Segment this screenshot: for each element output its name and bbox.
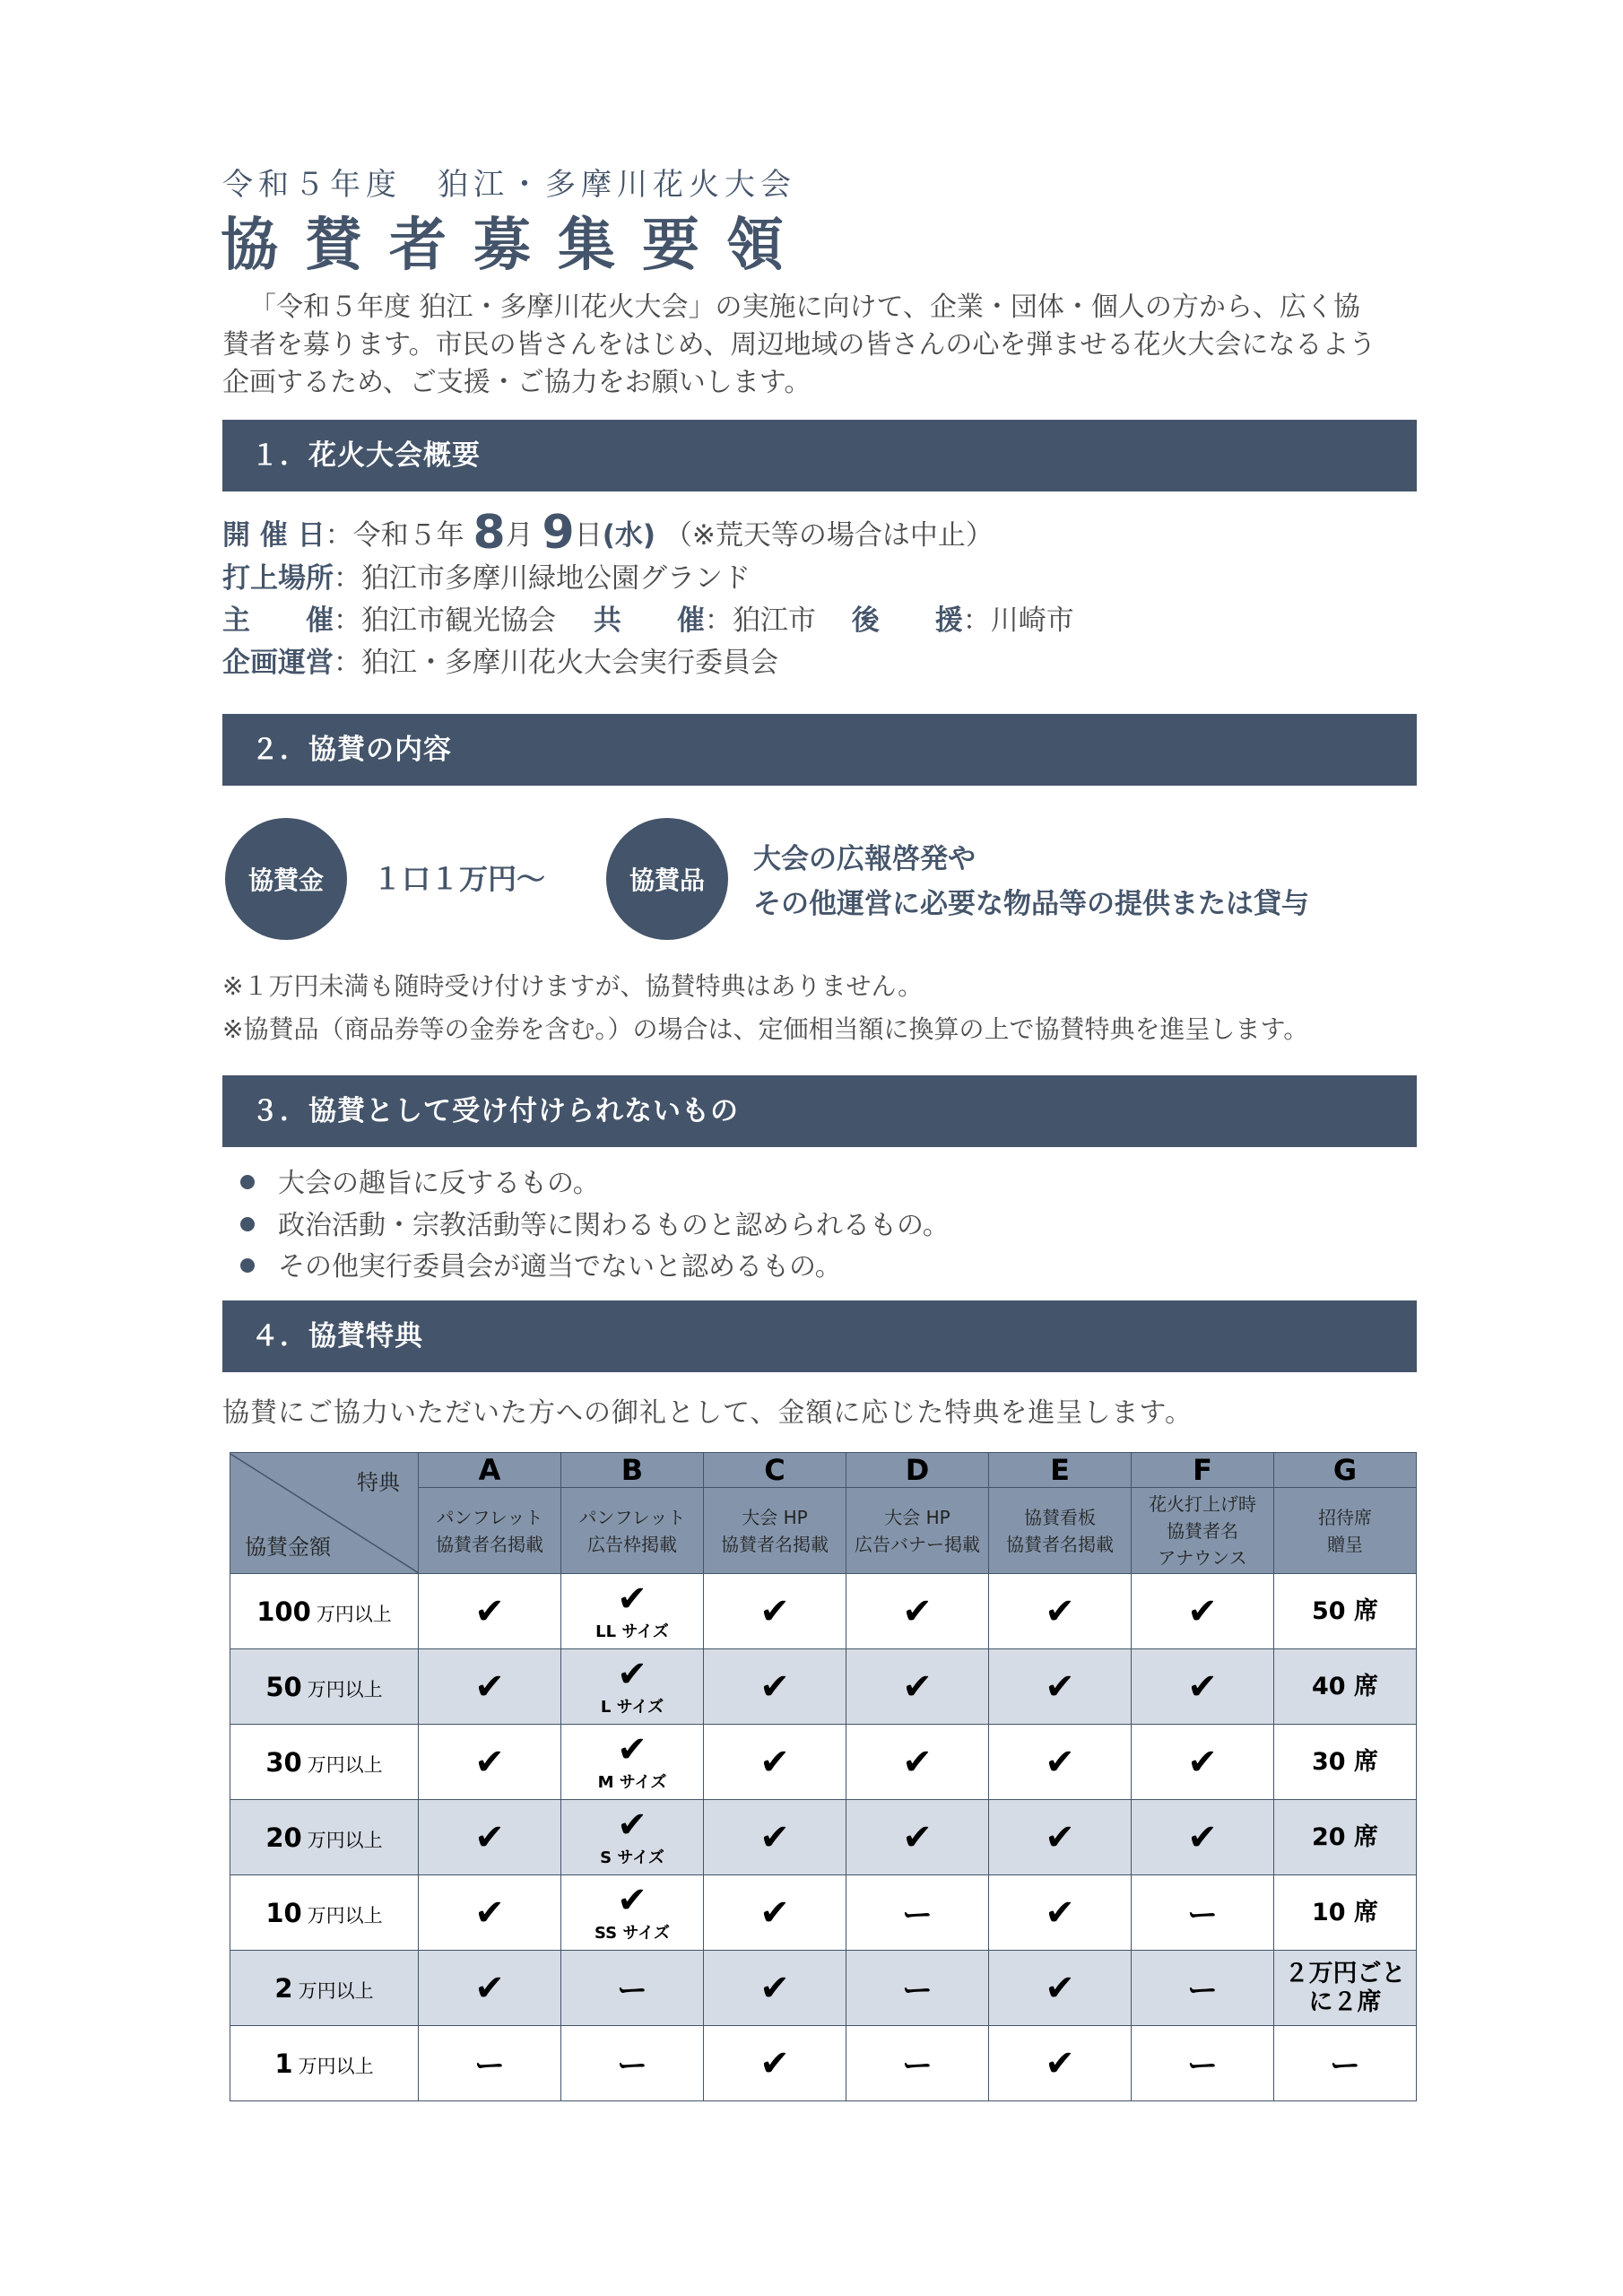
- benefit-cell-b: [561, 2026, 704, 2101]
- goods-line: その他運営に必要な物品等の提供または貸与: [753, 888, 1309, 920]
- amount-value: [256, 1596, 392, 1627]
- date-weekday: (水): [602, 519, 656, 552]
- benefit-cell-g: [1274, 2026, 1417, 2101]
- check-icon: ✔: [759, 1816, 790, 1858]
- host-value: ：狛江市観光協会: [334, 604, 556, 637]
- benefit-cell-e: [989, 1800, 1132, 1875]
- intro-line: 賛者を募ります。市民の皆さんをはじめ、周辺地域の皆さんの心を弾ませる花火大会になるよう: [222, 329, 1376, 361]
- amount-unit: 万円以上: [307, 1678, 383, 1700]
- ad-size-label: LL サイズ: [595, 1622, 669, 1641]
- column-description-line: 招待席: [1318, 1506, 1372, 1528]
- benefit-cell-f: [1132, 1649, 1274, 1725]
- benefit-cell-c: [704, 1951, 846, 2026]
- check-icon: ✔: [474, 1892, 505, 1934]
- amount-cell: [230, 1951, 419, 2026]
- organizer-label: 企画運営: [222, 647, 334, 679]
- organizer-value: ：狛江・多摩川花火大会実行委員会: [334, 647, 778, 679]
- check-icon: ✔: [902, 1590, 933, 1632]
- benefit-cell-a: [419, 2026, 561, 2101]
- benefit-cell-f: [1132, 1574, 1274, 1649]
- column-description: [419, 1488, 561, 1574]
- dash-icon: ー: [902, 1898, 933, 1934]
- ad-size-label: SS サイズ: [595, 1923, 670, 1943]
- seat-count: 10 席: [1312, 1898, 1378, 1926]
- amount-cell: [230, 2026, 419, 2101]
- amount-value: [274, 1973, 373, 2004]
- benefit-cell-e: [989, 1951, 1132, 2026]
- bullet-dot-icon: [240, 1217, 255, 1231]
- column-description-line: 広告バナー掲載: [855, 1533, 980, 1555]
- host-label: 主 催: [222, 604, 334, 637]
- check-icon: ✔: [1045, 1590, 1075, 1632]
- section-heading-benefits: ４．協賛特典: [222, 1300, 1417, 1372]
- column-description-line: 協賛者名掲載: [436, 1533, 543, 1555]
- amount-unit: 万円以上: [307, 1753, 383, 1776]
- check-icon: ✔: [902, 1816, 933, 1858]
- ad-size-label: S サイズ: [600, 1848, 664, 1867]
- check-icon: ✔: [759, 2042, 790, 2084]
- benefit-cell-g: [1274, 1649, 1417, 1725]
- check-icon: ✔: [902, 1665, 933, 1708]
- seat-count: 30 席: [1312, 1747, 1378, 1776]
- amount-value: [265, 1822, 382, 1853]
- benefit-cell-d: [846, 1800, 989, 1875]
- table-row: [230, 1725, 1417, 1800]
- cohost-value: ：狛江市: [704, 604, 816, 637]
- table-corner-cell: [230, 1453, 419, 1574]
- amount-number: 100: [256, 1596, 311, 1627]
- date-prefix: ：令和５年: [325, 519, 464, 552]
- benefit-cell-f: [1132, 1875, 1274, 1951]
- benefit-cell-c: [704, 1875, 846, 1951]
- dash-icon: ー: [617, 1973, 647, 2009]
- column-description-line: 協賛者名掲載: [1006, 1533, 1114, 1555]
- amount-unit: 万円以上: [316, 1603, 392, 1625]
- dash-icon: ー: [1187, 1973, 1218, 2009]
- benefit-cell-c: [704, 1574, 846, 1649]
- check-icon: ✔: [617, 1879, 647, 1921]
- amount-unit: 万円以上: [307, 1904, 383, 1926]
- section-heading-sponsorship: ２．協賛の内容: [222, 714, 1417, 786]
- date-label: 開 催 日: [222, 519, 325, 552]
- benefit-cell-e: [989, 2026, 1132, 2101]
- table-row: [230, 1875, 1417, 1951]
- column-letter-c: C: [704, 1453, 846, 1488]
- check-icon: ✔: [1187, 1816, 1218, 1858]
- check-icon: ✔: [759, 1665, 790, 1708]
- column-letter-d: D: [846, 1453, 989, 1488]
- benefit-cell-b: [561, 1800, 704, 1875]
- check-icon: ✔: [617, 1804, 647, 1846]
- section-heading-rejections: ３．協賛として受け付けられないもの: [222, 1075, 1417, 1147]
- benefit-cell-g: [1274, 1725, 1417, 1800]
- amount-value: [265, 1747, 382, 1778]
- amount-value: [274, 2048, 373, 2079]
- dash-icon: ー: [617, 2048, 647, 2084]
- benefit-cell-f: [1132, 1800, 1274, 1875]
- seat-count: 50 席: [1312, 1596, 1378, 1625]
- section-heading-overview: １．花火大会概要: [222, 420, 1417, 491]
- amount-unit: 万円以上: [298, 2055, 374, 2077]
- check-icon: ✔: [617, 1578, 647, 1620]
- overview-place-row: [222, 558, 751, 599]
- seat-count: 40 席: [1312, 1672, 1378, 1700]
- check-icon: ✔: [902, 1741, 933, 1783]
- column-letter-b: B: [561, 1453, 704, 1488]
- amount-cell: [230, 1875, 419, 1951]
- column-description-line: 花火打上げ時: [1149, 1492, 1256, 1515]
- amount-number: 10: [265, 1897, 302, 1928]
- check-icon: ✔: [1187, 1590, 1218, 1632]
- table-row: [230, 1574, 1417, 1649]
- amount-cell: [230, 1649, 419, 1725]
- check-icon: ✔: [759, 1967, 790, 2009]
- rejection-item: [240, 1247, 842, 1288]
- benefit-cell-d: [846, 1875, 989, 1951]
- check-icon: ✔: [1045, 1741, 1075, 1783]
- dash-icon: ー: [474, 2048, 505, 2084]
- column-description-line: アナウンス: [1158, 1546, 1247, 1569]
- dash-icon: ー: [1330, 2048, 1360, 2084]
- benefit-cell-a: [419, 1800, 561, 1875]
- check-icon: ✔: [1045, 1816, 1075, 1858]
- amount-value: [265, 1672, 382, 1702]
- check-icon: ✔: [474, 1967, 505, 2009]
- dash-icon: ー: [902, 2048, 933, 2084]
- rejection-text: その他実行委員会が適当でないと認めるもの。: [278, 1251, 842, 1283]
- benefit-cell-g: [1274, 1875, 1417, 1951]
- amount-value: [265, 1898, 382, 1928]
- benefit-cell-a: [419, 1725, 561, 1800]
- seat-count: 20 席: [1312, 1822, 1378, 1851]
- column-letter-e: E: [989, 1453, 1132, 1488]
- check-icon: ✔: [1045, 1967, 1075, 2009]
- sponsorship-note: ※１万円未満も随時受け付けますが、協賛特典はありません。: [222, 971, 924, 1001]
- column-letter-a: A: [419, 1453, 561, 1488]
- document-subtitle: 令和５年度 狛江・多摩川花火大会: [222, 167, 796, 203]
- place-label: 打上場所: [222, 562, 334, 595]
- overview-host-row: [222, 600, 1074, 641]
- amount-cell: [230, 1725, 419, 1800]
- benefit-cell-a: [419, 1951, 561, 2026]
- benefit-cell-a: [419, 1574, 561, 1649]
- intro-line: 「令和５年度 狛江・多摩川花火大会」の実施に向けて、企業・団体・個人の方から、広く協: [249, 291, 1360, 323]
- rejection-text: 政治活動・宗教活動等に関わるものと認められるもの。: [278, 1210, 950, 1241]
- check-icon: ✔: [474, 1816, 505, 1858]
- column-description: [1274, 1488, 1417, 1574]
- amount-cell: [230, 1800, 419, 1875]
- intro-line: 企画するため、ご支援・ご協力をお願いします。: [222, 367, 812, 398]
- benefit-cell-d: [846, 1574, 989, 1649]
- column-description-line: 大会 HP: [742, 1506, 808, 1528]
- benefit-cell-d: [846, 1951, 989, 2026]
- overview-organizer-row: [222, 642, 778, 683]
- ad-size-label: M サイズ: [597, 1772, 667, 1792]
- place-value: ：狛江市多摩川緑地公園グランド: [334, 562, 751, 595]
- benefit-cell-b: [561, 1951, 704, 2026]
- column-description-line: パンフレット: [578, 1506, 686, 1528]
- check-icon: ✔: [617, 1653, 647, 1695]
- amount-number: 2: [274, 1972, 293, 2004]
- amount-number: 1: [274, 2048, 293, 2079]
- column-description: [561, 1488, 704, 1574]
- column-description: [1132, 1488, 1274, 1574]
- bullet-dot-icon: [240, 1175, 255, 1189]
- benefits-table: [230, 1452, 1417, 2101]
- column-description: [704, 1488, 846, 1574]
- dash-icon: ー: [1187, 2048, 1218, 2084]
- goods-line: 大会の広報啓発や: [753, 843, 976, 875]
- check-icon: ✔: [617, 1728, 647, 1770]
- date-month: 8: [473, 506, 506, 560]
- overview-date-row: [222, 506, 994, 560]
- amount-unit: 万円以上: [298, 1979, 374, 2002]
- money-amount: １口１万円〜: [373, 862, 546, 896]
- goods-description: [753, 837, 1309, 926]
- benefit-cell-a: [419, 1875, 561, 1951]
- rejection-item: [240, 1163, 600, 1205]
- sponsorship-note: ※協賛品（商品券等の金券を含む。）の場合は、定価相当額に換算の上で協賛特典を進呈します。: [222, 1014, 1309, 1044]
- benefit-cell-d: [846, 1649, 989, 1725]
- column-description-line: 贈呈: [1327, 1533, 1363, 1555]
- check-icon: ✔: [1187, 1741, 1218, 1783]
- benefit-cell-e: [989, 1875, 1132, 1951]
- benefit-cell-c: [704, 1800, 846, 1875]
- corner-amount-label: 協賛金額: [245, 1534, 331, 1560]
- column-description-line: 協賛看板: [1024, 1506, 1096, 1528]
- check-icon: ✔: [1045, 1665, 1075, 1708]
- document-title: 協賛者募集要領: [221, 213, 811, 279]
- benefit-cell-c: [704, 2026, 846, 2101]
- benefit-cell-g: [1274, 1800, 1417, 1875]
- support-value: ：川崎市: [962, 604, 1074, 637]
- table-row: [230, 1800, 1417, 1875]
- benefit-cell-f: [1132, 2026, 1274, 2101]
- rejection-text: 大会の趣旨に反するもの。: [278, 1168, 600, 1199]
- amount-number: 50: [265, 1671, 302, 1702]
- benefit-cell-e: [989, 1725, 1132, 1800]
- check-icon: ✔: [759, 1590, 790, 1632]
- benefit-cell-g: [1274, 1574, 1417, 1649]
- table-row: [230, 2026, 1417, 2101]
- column-description-line: 協賛者名: [1167, 1519, 1238, 1542]
- date-month-unit: 月: [505, 519, 534, 552]
- benefit-cell-g: [1274, 1951, 1417, 2026]
- benefit-cell-b: [561, 1649, 704, 1725]
- goods-circle-badge: 協賛品: [606, 818, 728, 940]
- benefit-cell-e: [989, 1649, 1132, 1725]
- benefits-lead: 協賛にご協力いただいた方への御礼として、金額に応じた特典を進呈します。: [222, 1397, 1193, 1429]
- money-circle-badge: 協賛金: [225, 818, 347, 940]
- amount-cell: [230, 1574, 419, 1649]
- benefit-cell-d: [846, 1725, 989, 1800]
- benefit-cell-a: [419, 1649, 561, 1725]
- intro-paragraph: [222, 289, 1415, 402]
- support-label: 後 援: [851, 604, 963, 637]
- benefit-cell-c: [704, 1649, 846, 1725]
- date-note: （※荒天等の場合は中止）: [664, 519, 994, 552]
- column-description: [989, 1488, 1132, 1574]
- corner-benefit-label: 特典: [357, 1469, 400, 1495]
- benefit-cell-c: [704, 1725, 846, 1800]
- table-row: [230, 1649, 1417, 1725]
- column-description-line: 協賛者名掲載: [721, 1533, 829, 1555]
- benefit-cell-f: [1132, 1725, 1274, 1800]
- benefit-cell-b: [561, 1875, 704, 1951]
- check-icon: ✔: [474, 1741, 505, 1783]
- column-letter-f: F: [1132, 1453, 1274, 1488]
- check-icon: ✔: [759, 1892, 790, 1934]
- check-icon: ✔: [1045, 1892, 1075, 1934]
- benefit-cell-e: [989, 1574, 1132, 1649]
- column-letter-g: G: [1274, 1453, 1417, 1488]
- column-description-line: 広告枠掲載: [587, 1533, 677, 1555]
- date-day: 9: [542, 506, 575, 560]
- benefit-cell-d: [846, 2026, 989, 2101]
- check-icon: ✔: [1187, 1665, 1218, 1708]
- seat-count: ２万円ごとに２席: [1284, 1959, 1406, 2016]
- benefit-cell-b: [561, 1725, 704, 1800]
- check-icon: ✔: [474, 1590, 505, 1632]
- date-day-unit: 日: [574, 519, 603, 552]
- check-icon: ✔: [1045, 2042, 1075, 2084]
- amount-number: 20: [265, 1822, 302, 1853]
- rejection-item: [240, 1205, 950, 1247]
- column-description: [846, 1488, 989, 1574]
- dash-icon: ー: [902, 1973, 933, 2009]
- check-icon: ✔: [759, 1741, 790, 1783]
- benefit-cell-b: [561, 1574, 704, 1649]
- bullet-dot-icon: [240, 1258, 255, 1273]
- check-icon: ✔: [474, 1665, 505, 1708]
- dash-icon: ー: [1187, 1898, 1218, 1934]
- table-row: [230, 1951, 1417, 2026]
- amount-unit: 万円以上: [307, 1829, 383, 1851]
- cohost-label: 共 催: [593, 604, 705, 637]
- amount-number: 30: [265, 1746, 302, 1778]
- benefit-cell-f: [1132, 1951, 1274, 2026]
- column-description-line: パンフレット: [436, 1506, 543, 1528]
- ad-size-label: L サイズ: [600, 1697, 664, 1717]
- column-description-line: 大会 HP: [884, 1506, 950, 1528]
